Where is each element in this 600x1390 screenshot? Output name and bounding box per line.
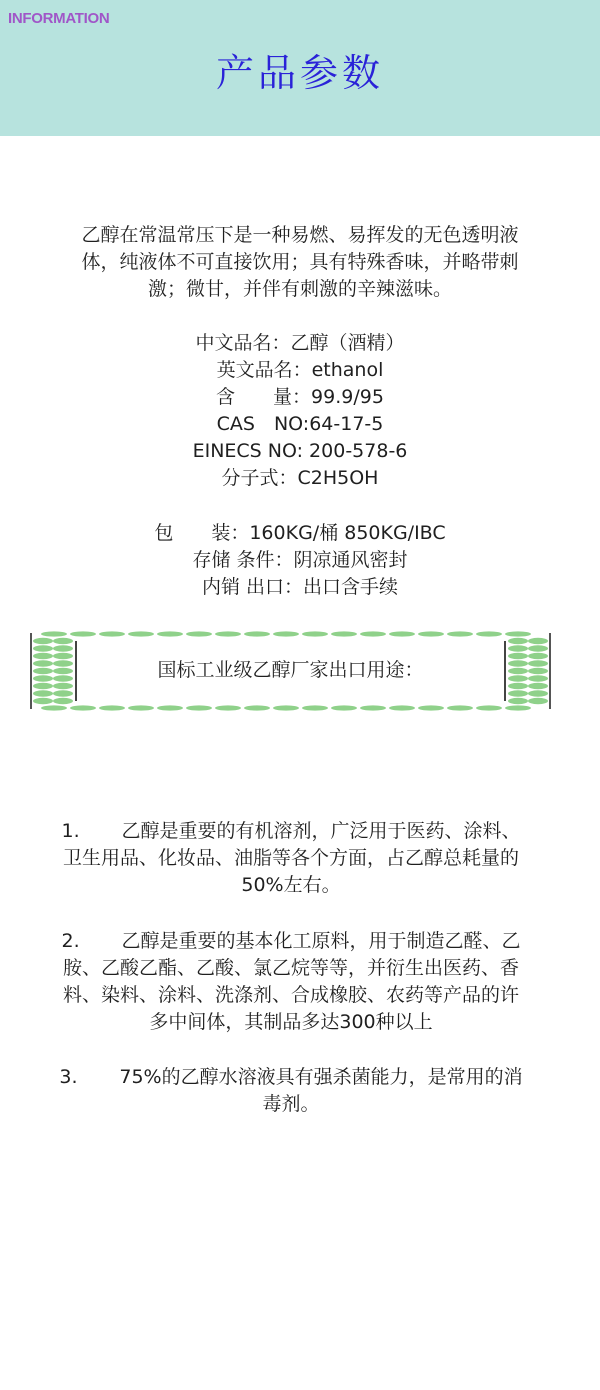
leaf-ornament [302, 705, 328, 710]
leaf-ornament [389, 631, 415, 636]
leaf-ornament [70, 705, 96, 710]
use-line: 毒剂。 [262, 1093, 320, 1115]
leaf-ornament [215, 705, 241, 710]
param-cas: CAS NO:64-17-5 [216, 413, 384, 435]
param-formula: 分子式：C2H5OH [221, 467, 379, 489]
leaf-ornament [505, 631, 531, 636]
uses-banner [30, 631, 551, 711]
param-einecs: EINECS NO: 200-578-6 [192, 440, 408, 462]
information-tag: INFORMATION [8, 10, 110, 27]
leaf-ornament [331, 631, 357, 636]
param-content: 含 量：99.9/95 [216, 386, 384, 408]
intro-line: 体，纯液体不可直接饮用；具有特殊香味，并略带刺 [81, 251, 519, 273]
leaf-ornament [505, 705, 531, 710]
use-text: 乙醇是重要的基本化工原料，用于制造乙醛、乙 [121, 930, 521, 952]
leaf-ornament [186, 705, 212, 710]
leaf-ornament [528, 645, 548, 651]
param-sales: 内销 出口：出口含手续 [201, 576, 399, 598]
use-line [50, 818, 532, 845]
leaf-ornament [528, 683, 548, 689]
uses-heading: 国标工业级乙醇厂家出口用途： [157, 659, 424, 681]
product-params [40, 330, 560, 492]
use-item-2 [50, 928, 532, 1036]
leaf-ornament [128, 631, 154, 636]
leaf-ornament [508, 690, 528, 696]
use-text: 75%的乙醇水溶液具有强杀菌能力，是常用的消 [119, 1066, 523, 1088]
leaf-ornament [447, 705, 473, 710]
leaf-ornament [508, 698, 528, 704]
leaf-ornament [186, 631, 212, 636]
use-line: 料、染料、涂料、洗涤剂、合成橡胶、农药等产品的许 [62, 984, 519, 1006]
leaf-ornament [244, 705, 270, 710]
use-line: 50%左右。 [241, 874, 341, 896]
leaf-ornament [418, 631, 444, 636]
leaf-ornament [33, 638, 53, 644]
param-packaging: 包 装：160KG/桶 850KG/IBC [154, 522, 446, 544]
use-text: 乙醇是重要的有机溶剂，广泛用于医药、涂料、 [121, 820, 521, 842]
leaf-ornament [157, 631, 183, 636]
intro-line: 乙醇在常温常压下是一种易燃、易挥发的无色透明液 [81, 224, 519, 246]
leaf-ornament [302, 631, 328, 636]
leaf-ornament [418, 705, 444, 710]
leaf-ornament [360, 705, 386, 710]
leaf-ornament [99, 705, 125, 710]
leaf-ornament [33, 683, 53, 689]
leaf-ornament [53, 698, 73, 704]
use-number: 2. [61, 930, 80, 952]
leaf-ornament [528, 698, 548, 704]
leaf-ornament [53, 683, 73, 689]
use-number: 3. [59, 1066, 78, 1088]
param-storage: 存储 条件：阴凉通风密封 [192, 549, 408, 571]
use-line [50, 1064, 532, 1091]
use-line: 胺、乙酸乙酯、乙酸、氯乙烷等等，并衍生出医药、香 [62, 957, 519, 979]
leaf-ornament [33, 698, 53, 704]
leaf-ornament [389, 705, 415, 710]
leaf-ornament [508, 638, 528, 644]
leaf-ornament [41, 705, 67, 710]
use-line: 多中间体，其制品多达300种以上 [149, 1011, 433, 1033]
leaf-ornament [476, 705, 502, 710]
use-item-1 [50, 818, 532, 899]
leaf-ornament [528, 690, 548, 696]
use-number: 1. [61, 820, 80, 842]
leaf-ornament [528, 638, 548, 644]
leaf-ornament [360, 631, 386, 636]
leaf-ornament [53, 645, 73, 651]
intro-line: 激；微甘，并伴有刺激的辛辣滋味。 [147, 278, 452, 300]
leaf-ornament [273, 705, 299, 710]
leaf-ornament [273, 631, 299, 636]
intro-paragraph [40, 222, 560, 303]
use-line: 卫生用品、化妆品、油脂等各个方面，占乙醇总耗量的 [62, 847, 519, 869]
leaf-ornament [157, 705, 183, 710]
leaf-ornament [215, 631, 241, 636]
packaging-params [40, 520, 560, 601]
use-line [50, 928, 532, 955]
header-banner [0, 0, 600, 136]
param-chinese-name: 中文品名：乙醇（酒精） [195, 332, 405, 354]
leaf-ornament [70, 631, 96, 636]
leaf-ornament [33, 645, 53, 651]
leaf-ornament [476, 631, 502, 636]
use-item-3 [50, 1064, 532, 1118]
leaf-ornament [41, 631, 67, 636]
leaf-ornament [447, 631, 473, 636]
leaf-ornament [508, 645, 528, 651]
leaf-ornament [33, 690, 53, 696]
leaf-ornament [128, 705, 154, 710]
leaf-ornament [53, 638, 73, 644]
page-title: 产品参数 [215, 51, 384, 95]
leaf-ornament [244, 631, 270, 636]
leaf-ornament [331, 705, 357, 710]
leaf-ornament [53, 690, 73, 696]
leaf-ornament [99, 631, 125, 636]
leaf-ornament [508, 683, 528, 689]
param-english-name: 英文品名：ethanol [216, 359, 384, 381]
